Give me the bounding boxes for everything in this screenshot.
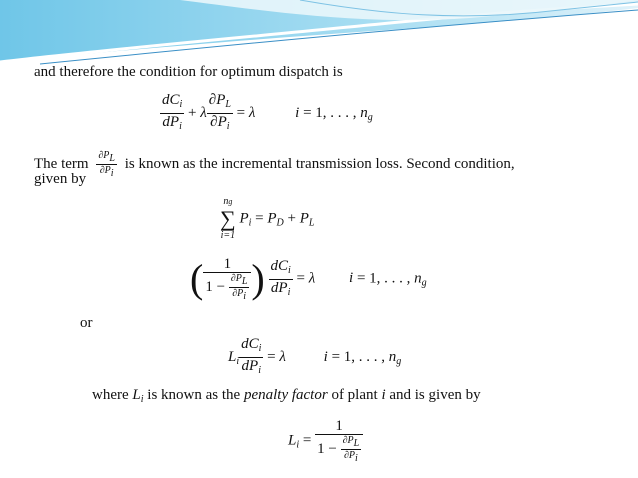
intro-line: and therefore the condition for optimum dispatch is (34, 64, 343, 80)
term-line: The term $\frac{\partial PL}{\partial Pi}$ is known as the incremental transmission loss. Second condition, (34, 150, 515, 179)
given-by-line: given by (34, 171, 87, 187)
header-swoosh-decoration (0, 0, 638, 70)
equation-power-balance: ng ∑ i=1 $P_i = P_D + P_L$ (220, 196, 315, 241)
or-line: or (80, 315, 93, 331)
equation-optimum-dispatch: $\frac{dC_i}{dP_i}$ + λ $\frac{\partial P_L}{\partial P_i}$ = λ i = 1, . . . , $n_g$ (162, 92, 373, 132)
where-line: where $L_i$ is known as the penalty factor of plant i and is given by (92, 387, 481, 405)
equation-penalty-factor: $L_i$ = 1 1 − $\frac{\partial PL}{\partial Pi}$ (288, 418, 363, 464)
equation-penalty-short: $L_i$ $\frac{dC_i}{dP_i}$ = λ i = 1, . . . , $n_g$ (228, 336, 402, 376)
equation-penalty-condition: ( 1 1 − $\frac{\partial PL}{\partial Pi}$ ) $\frac{dC_i}{dP_i}$ = λ i = 1, . . . , $n_g$ (190, 256, 427, 302)
